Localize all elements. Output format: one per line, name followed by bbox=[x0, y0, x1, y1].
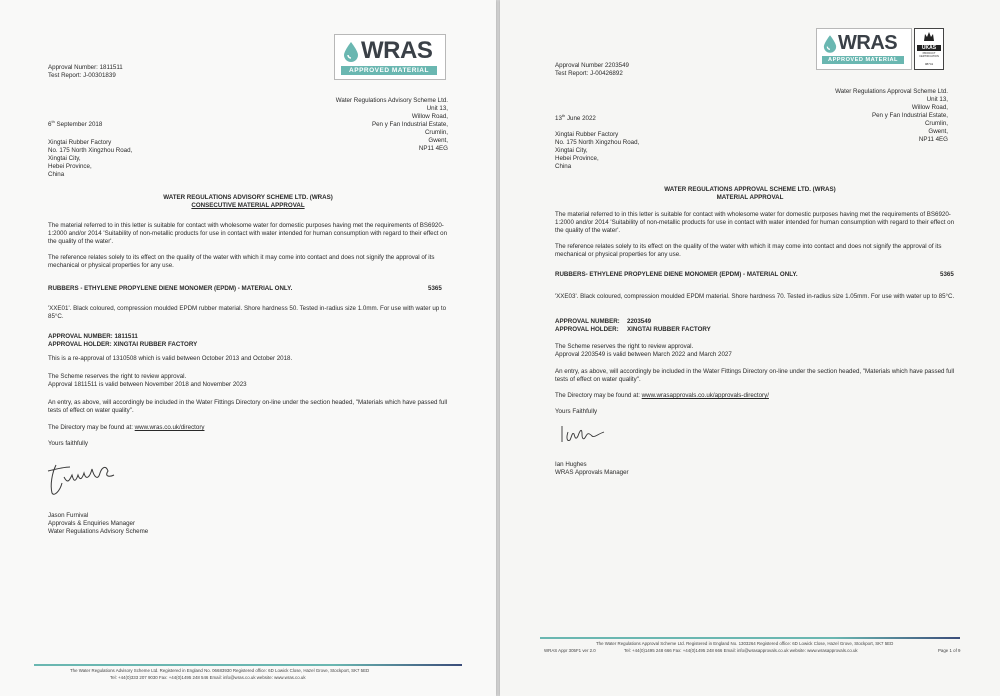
directory-entry-paragraph: An entry, as above, will accordingly be included in the Water Fittings Directory on-line under the section headed, "Materials which have passed full tests of effect on water quality". bbox=[555, 368, 955, 384]
address-line: Willow Road, bbox=[411, 113, 448, 120]
address-line: Gwent, bbox=[428, 137, 448, 144]
directory-link[interactable]: www.wras.co.uk/directory bbox=[134, 424, 205, 431]
date-suffix: th bbox=[561, 113, 566, 118]
date-day: 6 bbox=[48, 121, 52, 129]
address-line: Crumlin, bbox=[924, 120, 948, 127]
letter-subheading: MATERIAL APPROVAL bbox=[716, 194, 784, 201]
approval-number-line: Approval Number: 1811511 bbox=[48, 64, 123, 71]
product-title: RUBBERS- ETHYLENE PROPYLENE DIENE MONOMER (EPDM) - MATERIAL ONLY. bbox=[555, 271, 798, 278]
approval-number-label: APPROVAL NUMBER: bbox=[555, 318, 620, 325]
review-note: The Scheme reserves the right to review approval. bbox=[48, 373, 187, 380]
address-line: Xingtai City, bbox=[48, 155, 81, 162]
footer-document-ref: WRAS Appr 305F1 ver 2.0 bbox=[544, 648, 596, 653]
directory-link[interactable]: www.wrasapprovals.co.uk/approvals-directory/ bbox=[641, 392, 769, 399]
recipient-address bbox=[555, 131, 639, 171]
signer-name: Ian Hughes bbox=[555, 461, 587, 468]
suitability-paragraph: The material referred to in this letter is suitable for contact with wholesome water for domestic purposes having met the requirements of BS6920-1:2000 and/or 2014 'Suitability of non-metallic products for use in contact with water intended for human consumption with regard to their effect on the quality of the water'. bbox=[48, 222, 448, 246]
approval-number-value: 2203549 bbox=[627, 318, 652, 325]
reference-paragraph: The reference relates solely to its effect on the quality of the water with which it may come into contact and does not signify the approval of its mechanical or physical properties for any use. bbox=[48, 254, 435, 270]
closing: Yours faithfully bbox=[48, 440, 89, 447]
directory-line bbox=[555, 392, 769, 400]
footer-registration: The Water Regulations Approval Scheme Ltd. Registered in England No. 1303264 Registered office: 6D Lowick Close, Hazel Grove, Stockport, SK7 5ED bbox=[596, 641, 894, 646]
validity-note: Approval 2203549 is valid between March 2022 and March 2027 bbox=[555, 351, 732, 358]
address-line: Gwent, bbox=[928, 128, 948, 135]
letter-heading: WATER REGULATIONS APPROVAL SCHEME LTD. (WRAS) bbox=[664, 186, 836, 193]
address-line: China bbox=[48, 171, 65, 178]
address-line: Water Regulations Approval Scheme Ltd. bbox=[835, 88, 948, 95]
review-note: The Scheme reserves the right to review approval. bbox=[555, 343, 694, 350]
footer-rule bbox=[34, 664, 462, 666]
letter-date bbox=[555, 112, 596, 123]
product-description: 'XXE03'. Black coloured, compression moulded EPDM material. Shore hardness 70. Tested in-radius size 1.05mm. For use with water up to 85°C. bbox=[555, 293, 955, 300]
left-letter-page bbox=[0, 0, 496, 696]
address-line: Hebei Province, bbox=[48, 163, 92, 170]
test-report-line: Test Report: J-00426892 bbox=[555, 70, 623, 77]
crown-icon bbox=[923, 31, 935, 42]
ukas-certification: CERTIFICATION bbox=[919, 55, 939, 58]
wras-logo bbox=[816, 28, 912, 70]
ukas-logo bbox=[914, 28, 944, 70]
letter-subheading: CONSECUTIVE MATERIAL APPROVAL bbox=[191, 202, 305, 209]
date-rest: September 2018 bbox=[54, 121, 103, 129]
signer-name: Jason Furnival bbox=[48, 512, 89, 519]
date-suffix: th bbox=[51, 119, 55, 124]
date-day: 13 bbox=[555, 115, 562, 123]
directory-line bbox=[48, 424, 204, 432]
approved-material-banner: APPROVED MATERIAL bbox=[822, 56, 904, 64]
approval-number-line: Approval Number 2203549 bbox=[555, 62, 629, 69]
signer-organisation: Water Regulations Advisory Scheme bbox=[48, 528, 149, 535]
footer-rule bbox=[540, 637, 960, 639]
reference-paragraph: The reference relates solely to its effect on the quality of the water with which it may come into contact and does not signify the approval of its mechanical or physical properties for any use. bbox=[555, 243, 942, 259]
water-drop-icon bbox=[343, 41, 359, 63]
footer-contact: Tel: +44(0)333 207 9030 Fax: +44(0)1495 248 546 Email: info@wras.co.uk website: www.wras.co.uk bbox=[110, 675, 306, 680]
suitability-paragraph: The material referred to in this letter is suitable for contact with wholesome water for domestic purposes having met the requirements of BS6920-1:2000 and/or 2014 'Suitability of non-metallic products for use in contact with water intended for human consumption with regard to their effect on the quality of the water'. bbox=[555, 211, 955, 235]
signer-title: Approvals & Enquiries Manager bbox=[48, 520, 136, 527]
directory-prefix: The Directory may be found at: bbox=[555, 392, 642, 399]
approval-holder: APPROVAL HOLDER: XINGTAI RUBBER FACTORY bbox=[48, 341, 198, 348]
directory-entry-paragraph: An entry, as above, will accordingly be included in the Water Fittings Directory on-line under the section headed, "Materials which have passed full tests of effect on water quality". bbox=[48, 399, 448, 415]
sender-address bbox=[248, 97, 448, 153]
address-line: Unit 13, bbox=[926, 96, 948, 103]
reapproval-note: This is a re-approval of 1310508 which is valid between October 2013 and October 2018. bbox=[48, 355, 293, 362]
approval-holder-value: XINGTAI RUBBER FACTORY bbox=[627, 326, 711, 333]
address-line: No. 175 North Xingzhou Road, bbox=[555, 139, 640, 146]
handwritten-signature bbox=[42, 455, 122, 500]
address-line: Hebei Province, bbox=[555, 155, 599, 162]
product-title: RUBBERS - ETHYLENE PROPYLENE DIENE MONOMER (EPDM) - MATERIAL ONLY. bbox=[48, 285, 293, 292]
address-line: NP11 4EG bbox=[918, 136, 948, 143]
footer-contact: Tel: +44(0)1495 248 666 Fax: +44(0)1495 248 666 Email: info@wrasapprovals.co.uk website: www.wrasapprovals.co.uk bbox=[624, 648, 858, 653]
date-rest: June 2022 bbox=[565, 115, 596, 123]
approved-material-banner: APPROVED MATERIAL bbox=[341, 66, 437, 75]
recipient-address bbox=[48, 139, 132, 179]
address-line: China bbox=[555, 163, 572, 170]
address-line: Unit 13, bbox=[426, 105, 448, 112]
closing: Yours Faithfully bbox=[555, 408, 598, 415]
address-line: Xingtai Rubber Factory bbox=[555, 131, 619, 138]
address-line: No. 175 North Xingzhou Road, bbox=[48, 147, 133, 154]
sender-address bbox=[748, 88, 948, 144]
letter-heading: WATER REGULATIONS ADVISORY SCHEME LTD. (WRAS) bbox=[163, 194, 333, 201]
water-drop-icon bbox=[823, 34, 837, 54]
wras-wordmark: WRAS bbox=[361, 37, 433, 64]
handwritten-signature bbox=[558, 422, 608, 446]
address-line: Xingtai City, bbox=[555, 147, 588, 154]
validity-note: Approval 1811511 is valid between November 2018 and November 2023 bbox=[48, 381, 247, 388]
test-report-line: Test Report: J-00301839 bbox=[48, 72, 116, 79]
address-line: NP11 4EG bbox=[418, 145, 448, 152]
ukas-number: 08741 bbox=[924, 62, 934, 66]
right-letter-page bbox=[500, 0, 1000, 696]
address-line: Xingtai Rubber Factory bbox=[48, 139, 112, 146]
address-line: Willow Road, bbox=[911, 104, 948, 111]
signer-title: WRAS Approvals Manager bbox=[555, 469, 629, 476]
directory-prefix: The Directory may be found at: bbox=[48, 424, 135, 431]
product-code: 5365 bbox=[940, 271, 954, 278]
ukas-label: UKAS bbox=[917, 45, 941, 51]
ukas-product: PRODUCT bbox=[922, 52, 936, 55]
footer-registration: The Water Regulations Advisory Scheme Ltd. Registered in England No. 06683930 Registered office: 6D Lowick Close, Hazel Grove, Stockport, SK7 5ED bbox=[70, 668, 370, 673]
wras-wordmark: WRAS bbox=[838, 32, 898, 54]
wras-logo bbox=[334, 34, 446, 80]
product-code: 5365 bbox=[428, 285, 442, 292]
address-line: Pen y Fan Industrial Estate, bbox=[371, 121, 448, 128]
address-line: Pen y Fan Industrial Estate, bbox=[871, 112, 948, 119]
product-description: 'XXE01'. Black coloured, compression moulded EPDM rubber material. Shore hardness 50. Tested in-radius size 1.0mm. For use with water up to 85°C. bbox=[48, 305, 447, 321]
address-line: Water Regulations Advisory Scheme Ltd. bbox=[335, 97, 448, 104]
address-line: Crumlin, bbox=[424, 129, 448, 136]
letter-date bbox=[48, 118, 102, 129]
approval-holder-label: APPROVAL HOLDER: bbox=[555, 326, 619, 333]
approval-number: APPROVAL NUMBER: 1811511 bbox=[48, 333, 138, 340]
footer-page-number: Page 1 of 9 bbox=[938, 648, 961, 653]
